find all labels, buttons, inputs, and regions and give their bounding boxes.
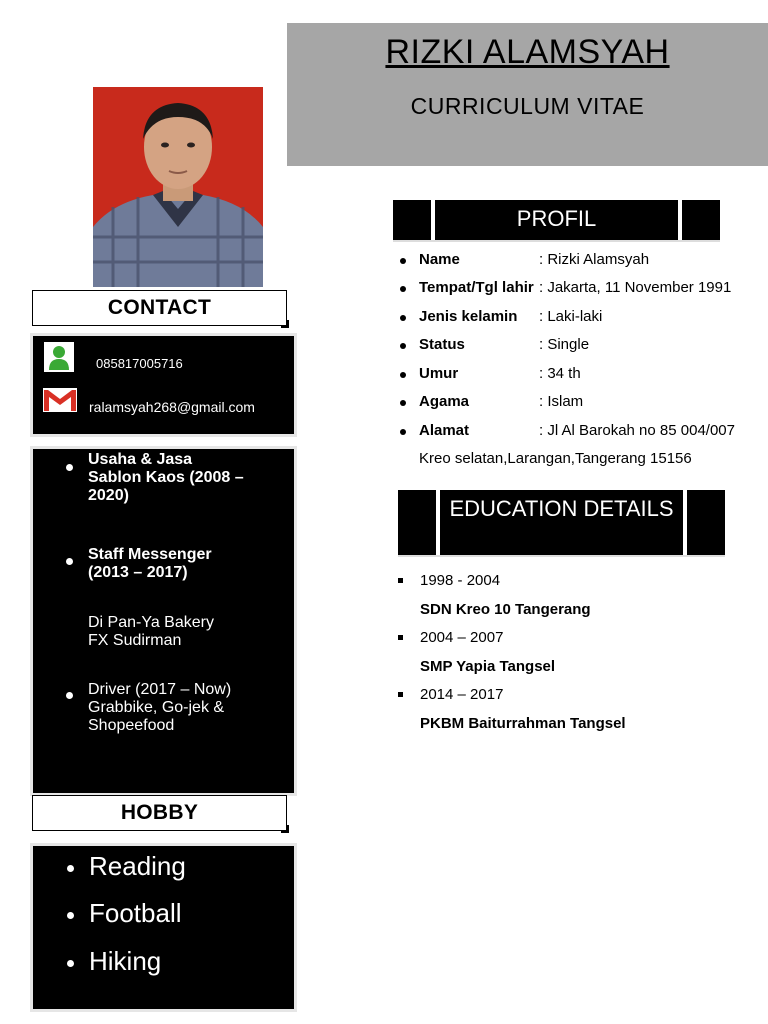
bullet-icon [400, 372, 406, 378]
bullet-icon [400, 286, 406, 292]
experience-panel [33, 449, 294, 793]
hobby-panel [33, 846, 294, 1009]
contact-panel [33, 336, 294, 434]
experience-detail: Di Pan-Ya Bakery FX Sudirman [88, 614, 214, 649]
person-name: RIZKI ALAMSYAH [385, 33, 670, 71]
hobby-item: Reading [89, 851, 186, 881]
bullet-icon [398, 635, 403, 640]
bullet-icon [66, 464, 73, 471]
contact-section-label: CONTACT [32, 290, 287, 326]
bullet-icon [400, 315, 406, 321]
phone-number[interactable]: 085817005716 [96, 356, 183, 371]
bullet-icon [398, 692, 403, 697]
bullet-icon [66, 692, 73, 699]
bullet-icon [400, 258, 406, 264]
experience-item: Driver (2017 – Now) Grabbike, Go-jek & Shopeefood [88, 681, 232, 734]
hobby-item: Football [89, 898, 182, 928]
profile-photo [93, 87, 263, 287]
header-block [393, 200, 431, 240]
header-block [398, 490, 436, 555]
bullet-icon [66, 558, 73, 565]
profile-section-header [393, 200, 720, 240]
bullet-icon [398, 578, 403, 583]
bullet-icon [400, 343, 406, 349]
bullet-icon [67, 960, 74, 967]
cv-header [287, 23, 768, 166]
hobby-item: Hiking [89, 946, 162, 976]
profile-title: PROFIL [435, 200, 678, 240]
cv-subtitle: CURRICULUM VITAE [410, 93, 645, 119]
header-block [682, 200, 720, 240]
education-title: EDUCATION DETAILS [440, 490, 683, 555]
bullet-icon [67, 912, 74, 919]
bullet-icon [400, 400, 406, 406]
bullet-icon [400, 429, 406, 435]
header-block [687, 490, 725, 555]
person-photo-icon [93, 87, 263, 287]
bullet-icon [67, 865, 74, 872]
person-icon [44, 342, 74, 372]
experience-item: Staff Messenger (2013 – 2017) [88, 546, 212, 581]
experience-item: Usaha & Jasa Sablon Kaos (2008 – 2020) [88, 451, 244, 504]
email-address[interactable]: ralamsyah268@gmail.com [89, 399, 255, 415]
education-section-header [398, 490, 725, 555]
hobby-section-label: HOBBY [32, 795, 287, 831]
gmail-icon [43, 388, 77, 412]
